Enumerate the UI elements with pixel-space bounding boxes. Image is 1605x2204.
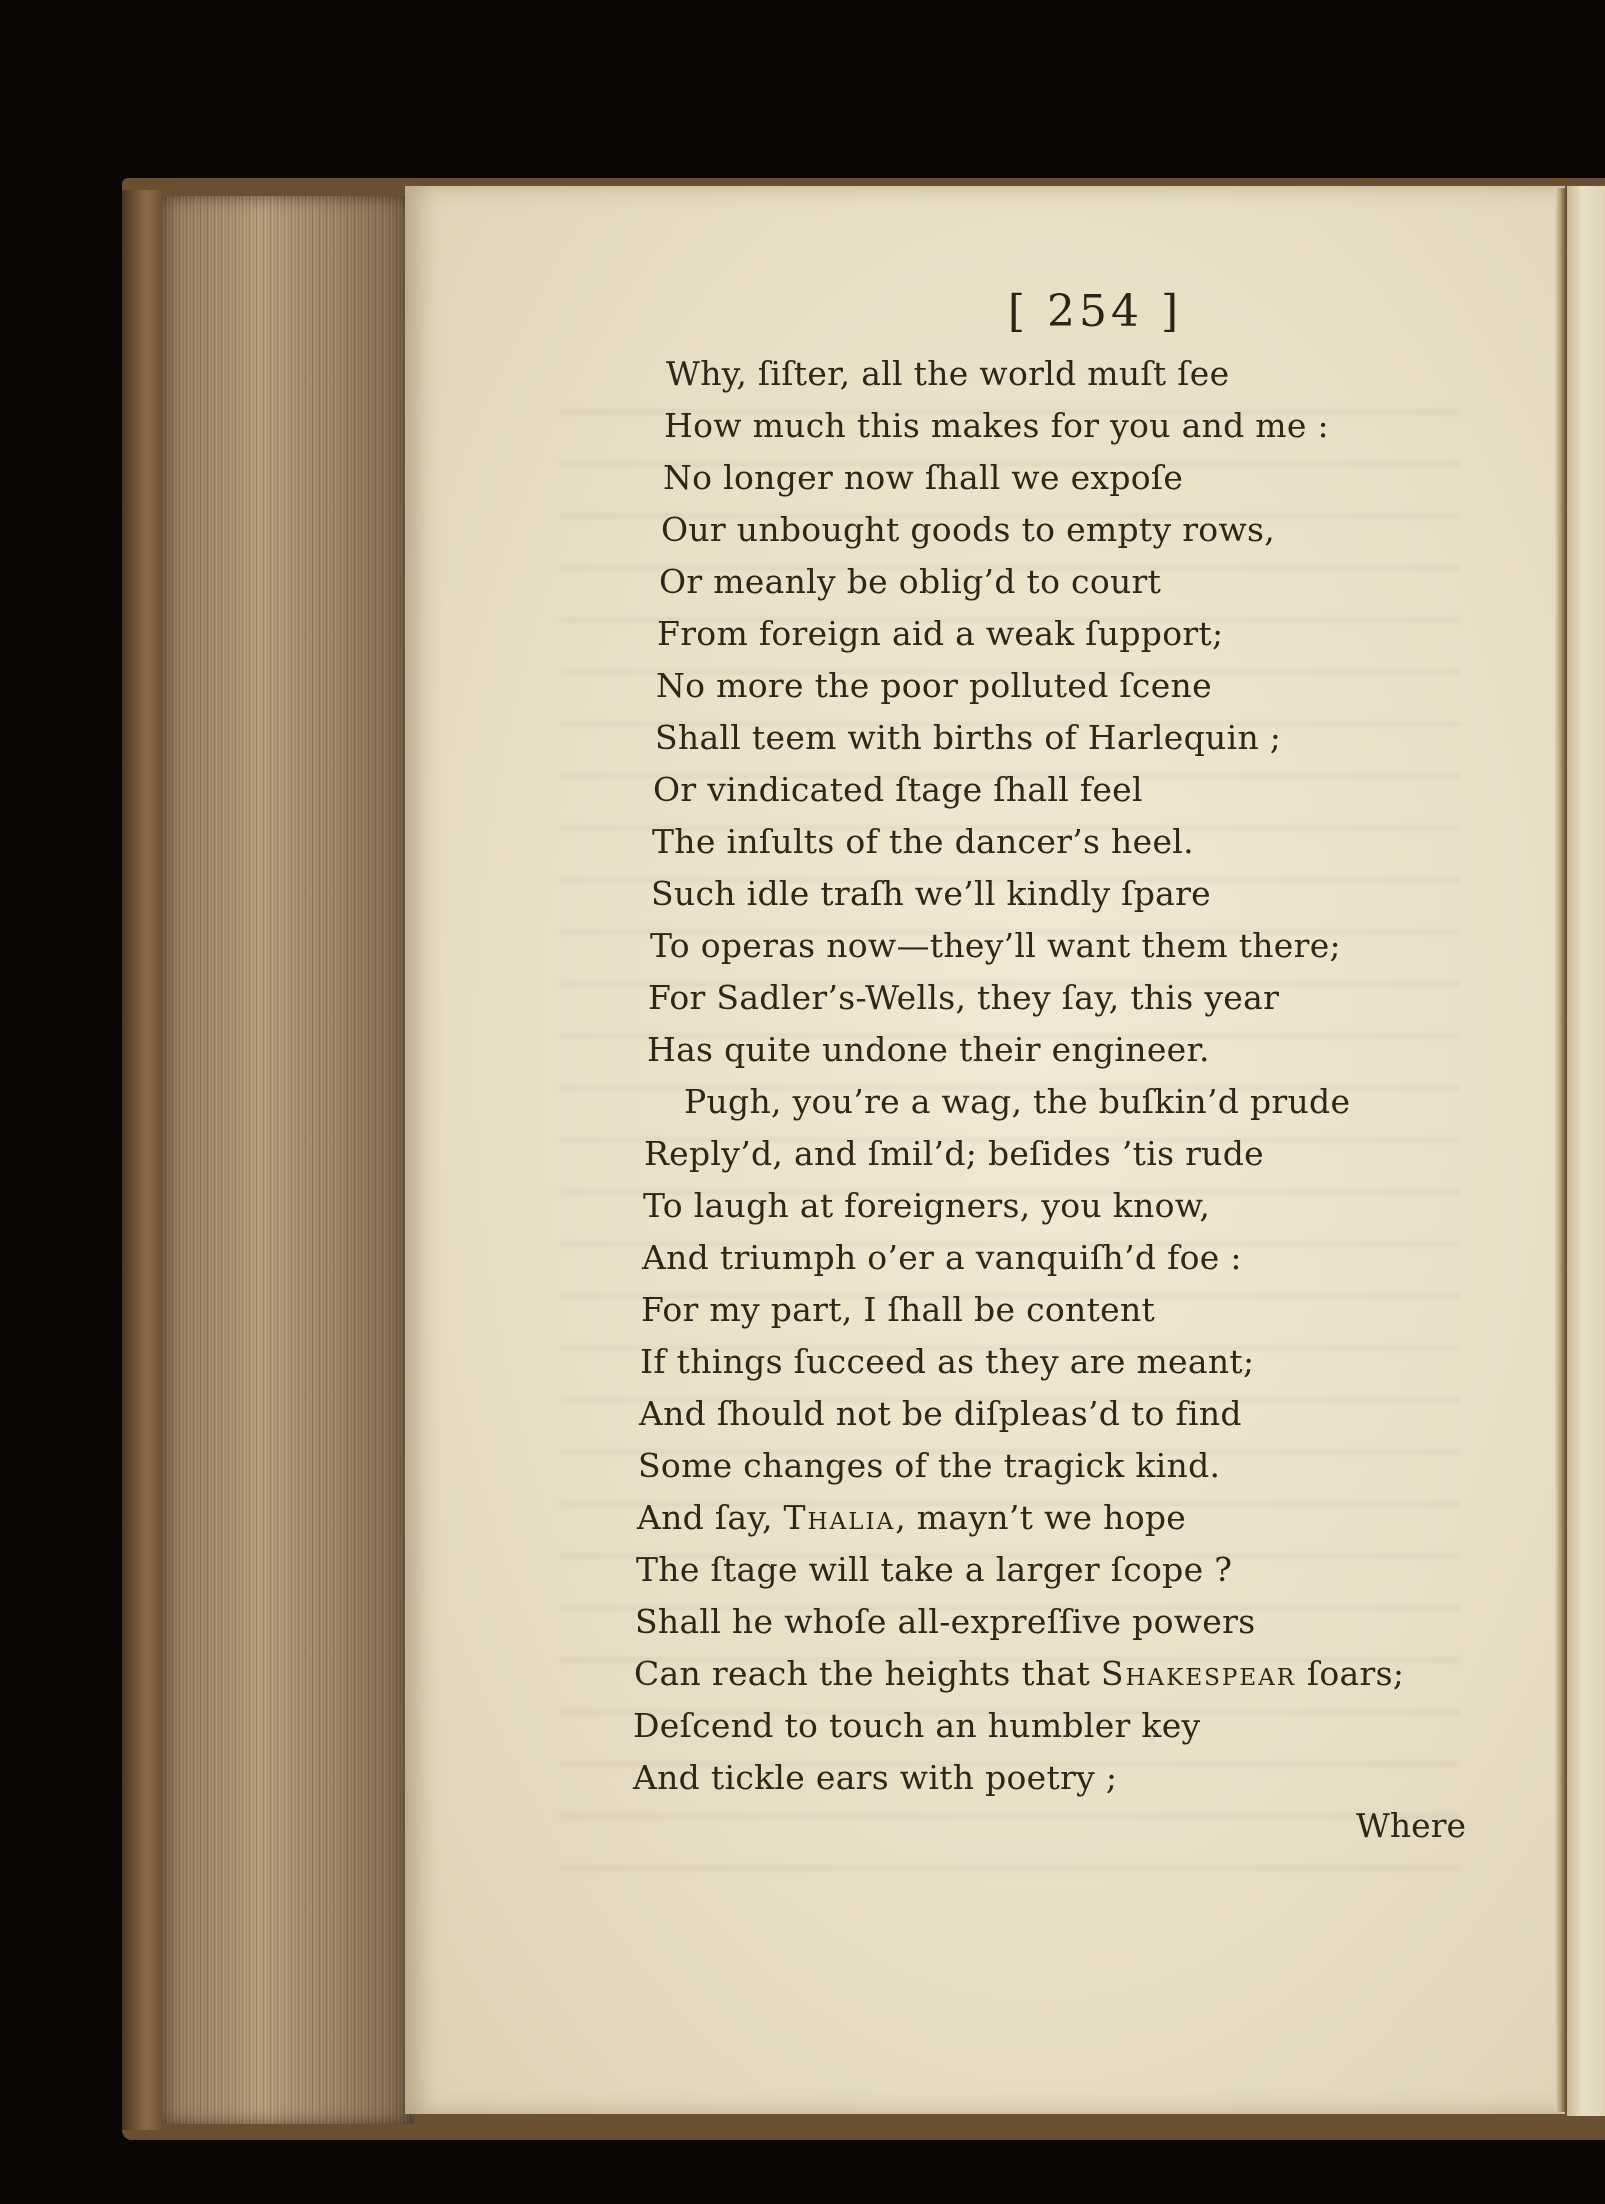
catchword: Where xyxy=(1356,1806,1467,1845)
verse-line: From foreign aid a weak ſupport; xyxy=(657,614,1224,653)
verse-line: Our unbought goods to empty rows, xyxy=(661,510,1276,549)
verse-line: How much this makes for you and me : xyxy=(664,406,1329,445)
verse-line: To laugh at foreigners, you know, xyxy=(643,1186,1211,1225)
verse-line: And triumph o’er a vanquiſh’d foe : xyxy=(642,1238,1242,1277)
right-page-edge xyxy=(1567,186,1605,2116)
name-small-caps: Shakespear xyxy=(1100,1654,1297,1693)
verse-line: To operas now—they’ll want them there; xyxy=(650,926,1341,965)
book-spine-edge xyxy=(122,190,162,2130)
verse-line: The ſtage will take a larger ſcope ? xyxy=(636,1550,1233,1589)
verse-line: If things ſucceed as they are meant; xyxy=(640,1342,1255,1381)
verse-line: Shall teem with births of Harlequin ; xyxy=(655,718,1282,757)
verse-line: For Sadler’s-Wells, they ſay, this year xyxy=(648,978,1280,1017)
book-gutter xyxy=(1555,188,1567,2112)
verse-line: No longer now ſhall we expoſe xyxy=(663,458,1184,497)
page-block-edges xyxy=(162,196,414,2124)
verse-line xyxy=(634,1654,1404,1694)
verse-line-text: ſoars; xyxy=(1296,1654,1405,1693)
verse-line-text: And ſay, xyxy=(637,1498,784,1537)
verse-line: Or meanly be oblig’d to court xyxy=(659,562,1162,601)
verse-line: No more the poor polluted ſcene xyxy=(656,666,1212,705)
verse-line: And ſhould not be diſpleas’d to find xyxy=(639,1394,1242,1433)
verse-line: The inſults of the dancer’s heel. xyxy=(652,822,1194,861)
verse-line: And tickle ears with poetry ; xyxy=(633,1758,1118,1797)
verse-line: Shall he whoſe all-expreſſive powers xyxy=(635,1602,1256,1641)
verse-line: Has quite undone their engineer. xyxy=(647,1030,1210,1069)
verse-line: Some changes of the tragick kind. xyxy=(638,1446,1221,1485)
verse-line: Or vindicated ſtage ſhall feel xyxy=(653,770,1143,809)
verse-line-text: Can reach the heights that xyxy=(634,1654,1101,1693)
verse-line: Pugh, you’re a wag, the buſkin’d prude xyxy=(684,1082,1351,1121)
verse-line: Why, ſiſter, all the world muſt ſee xyxy=(666,354,1230,393)
verse-line: Reply’d, and ſmil’d; beſides ’tis rude xyxy=(644,1134,1264,1173)
verse-line: Such idle traſh we’ll kindly ſpare xyxy=(651,874,1212,913)
name-small-caps: Thalia xyxy=(783,1498,896,1537)
verse-line-text: , mayn’t we hope xyxy=(895,1498,1187,1537)
verse-line: Deſcend to touch an humbler key xyxy=(633,1706,1201,1745)
verse-line xyxy=(637,1498,1186,1538)
verse-line: For my part, I ſhall be content xyxy=(641,1290,1156,1329)
page-number: [ 254 ] xyxy=(1007,286,1183,337)
